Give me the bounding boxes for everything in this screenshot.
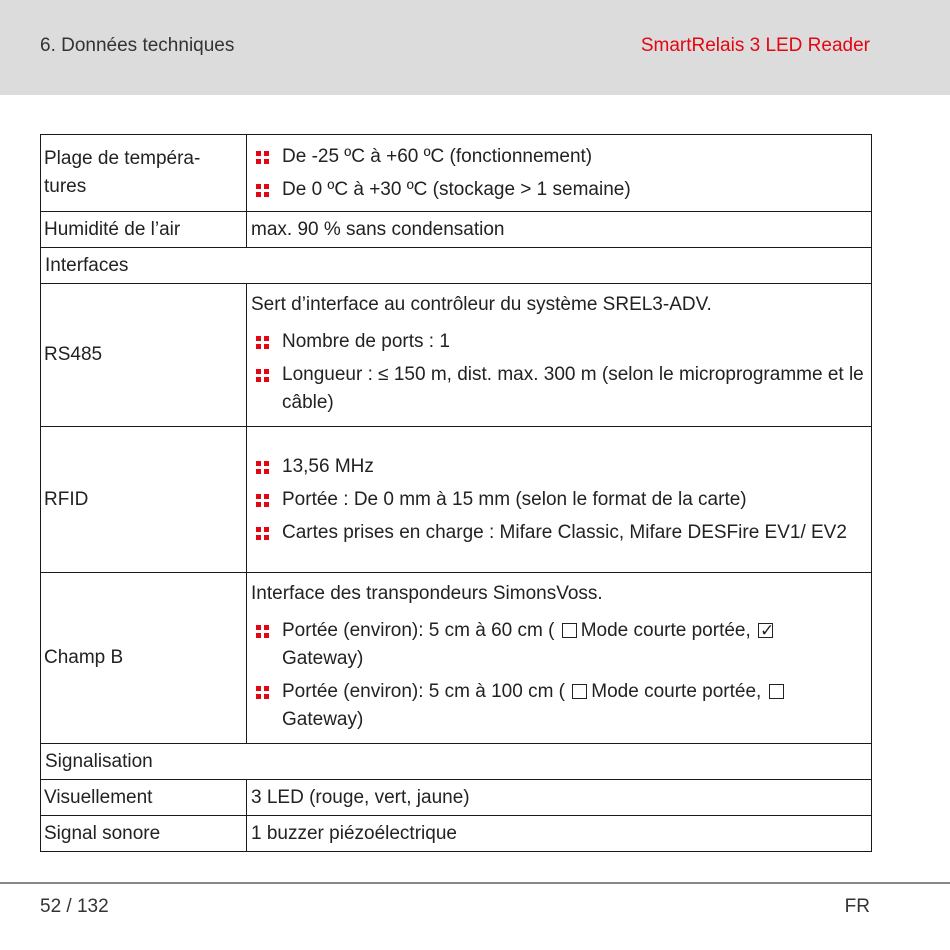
table-row-rfid — [41, 427, 872, 573]
bullet-icon — [256, 184, 269, 197]
sound-value: 1 buzzer piézoélectrique — [247, 816, 872, 852]
footer-divider — [0, 882, 950, 884]
bullet-icon — [256, 494, 269, 507]
table-row-champ-b — [41, 573, 872, 744]
gateway-checkbox — [758, 623, 773, 638]
table-row-interfaces — [41, 248, 872, 284]
champ-b-value — [247, 573, 872, 744]
temperature-value — [247, 135, 872, 212]
list-item: Portée (environ): 5 cm à 60 cm ( Mode courte portée, ✓ Gateway) — [251, 617, 867, 673]
list-item: De -25 ºC à +60 ºC (fonctionnement) — [251, 143, 867, 171]
list-item: Nombre de ports : 1 — [251, 328, 867, 356]
temperature-label: Plage de tempéra- tures — [41, 135, 247, 212]
gateway-checkbox — [769, 684, 784, 699]
list-item: Longueur : ≤ 150 m, dist. max. 300 m (selon le microprogramme et le câble) — [251, 361, 867, 417]
interfaces-heading: Interfaces — [41, 248, 872, 284]
rs485-value — [247, 284, 872, 427]
list-item: Cartes prises en charge : Mifare Classic, Mifare DESFire EV1/ EV2 — [251, 519, 867, 547]
bullet-icon — [256, 625, 269, 638]
sound-label: Signal sonore — [41, 816, 247, 852]
bullet-icon — [256, 527, 269, 540]
humidity-value: max. 90 % sans condensation — [247, 212, 872, 248]
bullet-icon — [256, 461, 269, 474]
table-row-humidity — [41, 212, 872, 248]
visual-label: Visuellement — [41, 780, 247, 816]
visual-value: 3 LED (rouge, vert, jaune) — [247, 780, 872, 816]
section-title: 6. Données techniques — [40, 35, 235, 56]
list-item: 13,56 MHz — [251, 453, 867, 481]
signalisation-heading: Signalisation — [41, 744, 872, 780]
rfid-value — [247, 427, 872, 573]
product-name: SmartRelais 3 LED Reader — [640, 35, 870, 56]
list-item: Portée : De 0 mm à 15 mm (selon le format de la carte) — [251, 486, 867, 514]
bullet-icon — [256, 151, 269, 164]
table-row-temperature — [41, 135, 872, 212]
champ-b-intro: Interface des transpondeurs SimonsVoss. — [251, 582, 603, 604]
humidity-label: Humidité de l’air — [41, 212, 247, 248]
spec-table — [40, 134, 872, 852]
short-range-mode-checkbox — [562, 623, 577, 638]
list-item: Portée (environ): 5 cm à 100 cm ( Mode courte portée, Gateway) — [251, 678, 867, 734]
bullet-icon — [256, 336, 269, 349]
champ-b-label: Champ B — [41, 573, 247, 744]
page-header — [0, 0, 950, 95]
table-row-signalisation — [41, 744, 872, 780]
bullet-icon — [256, 369, 269, 382]
language-code: FR — [844, 896, 870, 917]
table-row-sound — [41, 816, 872, 852]
table-row-rs485 — [41, 284, 872, 427]
list-item: De 0 ºC à +30 ºC (stockage > 1 semaine) — [251, 176, 867, 204]
rfid-label: RFID — [41, 427, 247, 573]
rs485-intro: Sert d’interface au contrôleur du système SREL3-ADV. — [251, 293, 712, 315]
page-number: 52 / 132 — [40, 896, 109, 917]
table-row-visual — [41, 780, 872, 816]
short-range-mode-checkbox — [572, 684, 587, 699]
rs485-label: RS485 — [41, 284, 247, 427]
bullet-icon — [256, 686, 269, 699]
